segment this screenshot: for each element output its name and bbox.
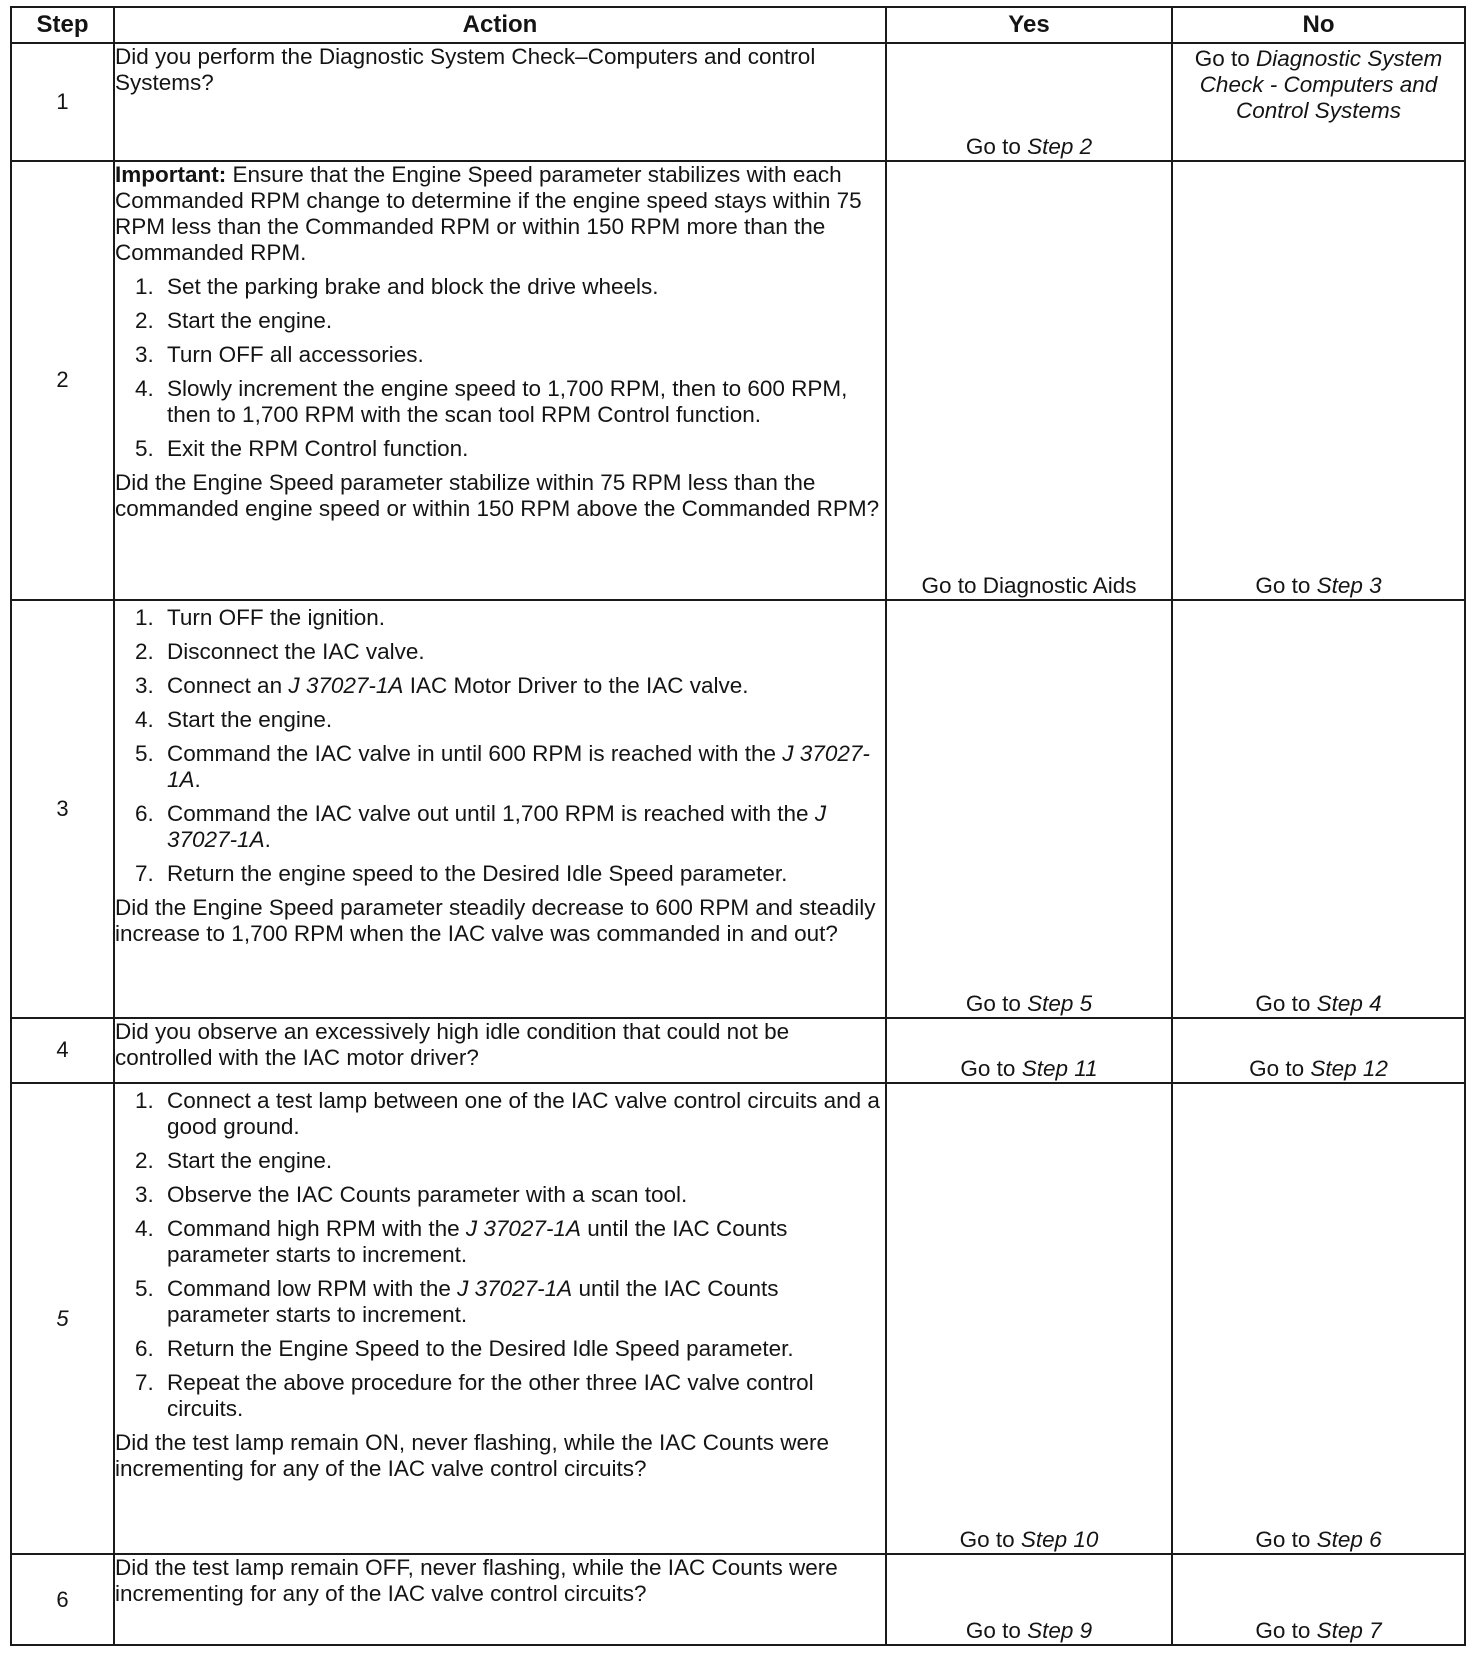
list-item: 6. Return the Engine Speed to the Desired Idle Speed parameter. <box>135 1336 794 1362</box>
yes-prefix: Go to <box>965 134 1028 160</box>
header-no: No <box>1172 7 1465 43</box>
procedure-list <box>115 274 885 462</box>
list-item: 4. Slowly increment the engine speed to 1,700 RPM, then to 600 RPM, then to 1,700 RPM with the scan tool RPM Control function. <box>135 376 848 428</box>
list-item: 1. Set the parking brake and block the drive wheels. <box>135 274 659 300</box>
no-cell <box>1172 1554 1465 1645</box>
list-item: 4. Command high RPM with the J 37027-1A until the IAC Counts parameter starts to increment. <box>135 1216 788 1268</box>
no-step-link[interactable]: Step 6 <box>1316 1527 1382 1553</box>
question-text: Did the Engine Speed parameter stabilize within 75 RPM less than the commanded engine speed or within 150 RPM above the Commanded RPM? <box>115 470 880 522</box>
no-cell <box>1172 43 1465 161</box>
yes-cell <box>886 1554 1172 1645</box>
procedure-list <box>115 605 885 887</box>
list-item: 2. Start the engine. <box>135 308 333 334</box>
no-prefix: Go to <box>1255 1618 1317 1643</box>
step-number: 1 <box>11 43 114 161</box>
list-item: 6. Command the IAC valve out until 1,700 RPM is reached with the J 37027-1A. <box>135 800 827 852</box>
no-step-link[interactable]: Diagnostic System Check - Computers and Control Systems <box>1199 46 1443 123</box>
tool-reference: J 37027-1A <box>167 800 827 852</box>
action-cell <box>114 43 886 161</box>
action-cell <box>114 161 886 599</box>
table-row-step-2 <box>11 161 1465 599</box>
step-number: 2 <box>11 161 114 599</box>
diagnostic-table <box>10 6 1466 1646</box>
yes-step-link[interactable]: Step 9 <box>1027 1618 1093 1643</box>
yes-cell <box>886 1018 1172 1083</box>
tool-reference: J 37027-1A <box>288 672 404 698</box>
yes-prefix: Go to <box>959 1527 1021 1553</box>
procedure-list <box>115 1088 885 1422</box>
list-item: 3. Turn OFF all accessories. <box>135 342 424 368</box>
table-row-step-1 <box>11 43 1465 161</box>
step-number: 5 <box>11 1083 114 1554</box>
list-item: 7. Repeat the above procedure for the other three IAC valve control circuits. <box>135 1370 814 1422</box>
action-cell <box>114 1083 886 1554</box>
list-item: 4. Start the engine. <box>135 706 333 732</box>
list-item: 3. Observe the IAC Counts parameter with a scan tool. <box>135 1182 688 1208</box>
no-step-link[interactable]: Step 12 <box>1310 1056 1388 1082</box>
header-step: Step <box>11 7 114 43</box>
no-prefix: Go to <box>1249 1056 1311 1082</box>
question-text: Did you perform the Diagnostic System Check–Computers and control Systems? <box>115 44 816 95</box>
question-text: Did the test lamp remain OFF, never flashing, while the IAC Counts were incrementing for any of the IAC valve control circuits? <box>115 1555 838 1607</box>
list-item: 5. Exit the RPM Control function. <box>135 436 469 462</box>
header-yes: Yes <box>886 7 1172 43</box>
no-prefix: Go to <box>1194 46 1256 71</box>
action-cell <box>114 1018 886 1083</box>
action-cell <box>114 1554 886 1645</box>
yes-step-link[interactable]: Step 2 <box>1027 134 1093 160</box>
yes-step-link[interactable]: Step 10 <box>1020 1527 1099 1553</box>
important-label: Important: <box>115 162 227 188</box>
yes-link[interactable]: Go to Diagnostic Aids <box>921 572 1137 598</box>
question-text: Did the test lamp remain ON, never flashing, while the IAC Counts were incrementing for any of the IAC valve control circuits? <box>115 1430 830 1482</box>
no-cell <box>1172 1083 1465 1554</box>
no-prefix: Go to <box>1255 1527 1317 1553</box>
yes-cell <box>886 1083 1172 1554</box>
table-row-step-6 <box>11 1554 1465 1645</box>
question-text: Did you observe an excessively high idle condition that could not be controlled with the IAC motor driver? <box>115 1018 790 1070</box>
yes-prefix: Go to <box>965 990 1028 1016</box>
step-number: 3 <box>11 600 114 1018</box>
step-number: 6 <box>11 1554 114 1645</box>
list-item: 2. Disconnect the IAC valve. <box>135 638 425 664</box>
no-cell <box>1172 161 1465 599</box>
table-row-step-4 <box>11 1018 1465 1083</box>
table-row-step-5 <box>11 1083 1465 1554</box>
tool-reference: J 37027-1A <box>465 1216 581 1242</box>
list-item: 5. Command the IAC valve in until 600 RPM is reached with the J 37027-1A. <box>135 740 870 792</box>
important-note <box>115 162 885 266</box>
list-item: 1. Connect a test lamp between one of the IAC valve control circuits and a good ground. <box>135 1088 880 1140</box>
list-item: 1. Turn OFF the ignition. <box>135 604 386 630</box>
header-row <box>11 7 1465 43</box>
list-item: 2. Start the engine. <box>135 1148 333 1174</box>
header-action: Action <box>114 7 886 43</box>
no-prefix: Go to <box>1255 572 1317 598</box>
tool-reference: J 37027-1A <box>457 1276 573 1302</box>
yes-cell <box>886 161 1172 599</box>
list-item: 5. Command low RPM with the J 37027-1A until the IAC Counts parameter starts to increment. <box>135 1276 779 1328</box>
yes-step-link[interactable]: Step 5 <box>1027 990 1093 1016</box>
no-step-link[interactable]: Step 4 <box>1316 990 1382 1016</box>
step-number: 4 <box>11 1018 114 1083</box>
no-prefix: Go to <box>1255 990 1317 1016</box>
yes-step-link[interactable]: Step 11 <box>1021 1056 1098 1082</box>
yes-prefix: Go to <box>960 1056 1022 1082</box>
list-item: 7. Return the engine speed to the Desired Idle Speed parameter. <box>135 860 788 886</box>
no-step-link[interactable]: Step 3 <box>1316 572 1382 598</box>
list-item: 3. Connect an J 37027-1A IAC Motor Driver to the IAC valve. <box>135 672 749 698</box>
yes-cell <box>886 43 1172 161</box>
no-step-link[interactable]: Step 7 <box>1316 1618 1382 1643</box>
action-cell <box>114 600 886 1018</box>
yes-cell <box>886 600 1172 1018</box>
no-cell <box>1172 1018 1465 1083</box>
no-cell <box>1172 600 1465 1018</box>
table-row-step-3 <box>11 600 1465 1018</box>
yes-prefix: Go to <box>965 1618 1028 1643</box>
tool-reference: J 37027-1A <box>167 740 870 792</box>
question-text: Did the Engine Speed parameter steadily decrease to 600 RPM and steadily increase to 1,700 RPM when the IAC valve was commanded in and out? <box>115 894 876 946</box>
important-text: Ensure that the Engine Speed parameter stabilizes with each Commanded RPM change to determine if the engine speed stays within 75 RPM less than the Commanded RPM or within 150 RPM more than the Commanded RPM. <box>115 162 862 266</box>
